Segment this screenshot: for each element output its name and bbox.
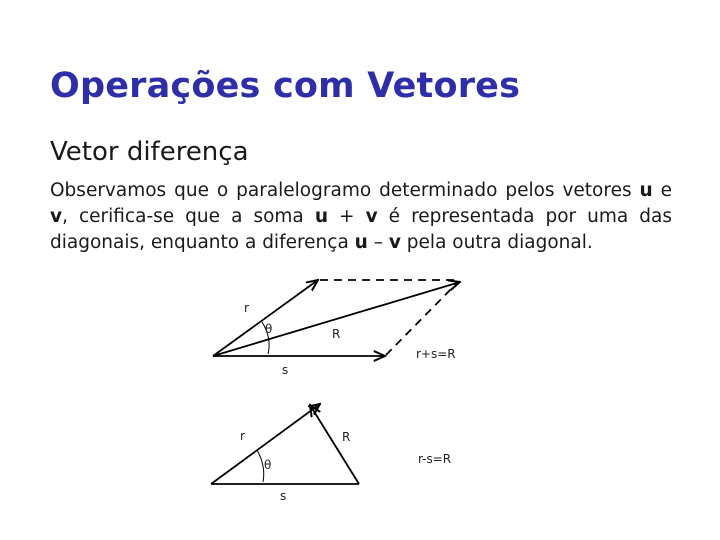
- vector-symbol: v: [365, 206, 378, 227]
- vector-R-bottom: [310, 405, 359, 484]
- label-R-bottom: R: [342, 430, 351, 444]
- slide-subtitle: Vetor diferença: [50, 137, 249, 167]
- label-s-bottom: s: [280, 489, 287, 503]
- triangle-figure: [211, 404, 451, 503]
- label-R-top: R: [332, 327, 341, 341]
- label-r-top: r: [244, 301, 249, 315]
- theta-arc-bottom: [257, 450, 264, 482]
- paragraph-segment: +: [327, 206, 366, 227]
- vector-symbol: v: [50, 206, 63, 227]
- caption-top: r+s=R: [416, 347, 456, 361]
- vector-r-bottom: [211, 404, 320, 484]
- label-theta-bottom: θ: [264, 458, 272, 472]
- label-r-bottom: r: [240, 429, 245, 443]
- paragraph-segment: , cerifica-se que a soma: [62, 206, 315, 227]
- paragraph-segment: Observamos que o paralelogramo determinado pelos vetores: [50, 180, 640, 201]
- vector-r-top: [213, 280, 318, 356]
- caption-bottom: r-s=R: [418, 452, 452, 466]
- paragraph-segment: –: [367, 232, 389, 253]
- parallelogram-figure: [213, 280, 460, 377]
- vector-symbol: u: [314, 206, 328, 227]
- vector-R-top: [213, 282, 460, 356]
- slide-title: Operações com Vetores: [50, 66, 521, 106]
- paragraph-segment: é representada por uma das diagonais, enquanto a diferença: [50, 206, 673, 253]
- vector-symbol: u: [639, 180, 653, 201]
- vector-symbol: v: [388, 232, 401, 253]
- vector-symbol: u: [354, 232, 368, 253]
- paragraph-segment: pela outra diagonal.: [400, 232, 593, 253]
- paragraph-segment: e: [652, 180, 672, 201]
- label-theta-top: θ: [265, 322, 273, 336]
- label-s-top: s: [282, 363, 289, 377]
